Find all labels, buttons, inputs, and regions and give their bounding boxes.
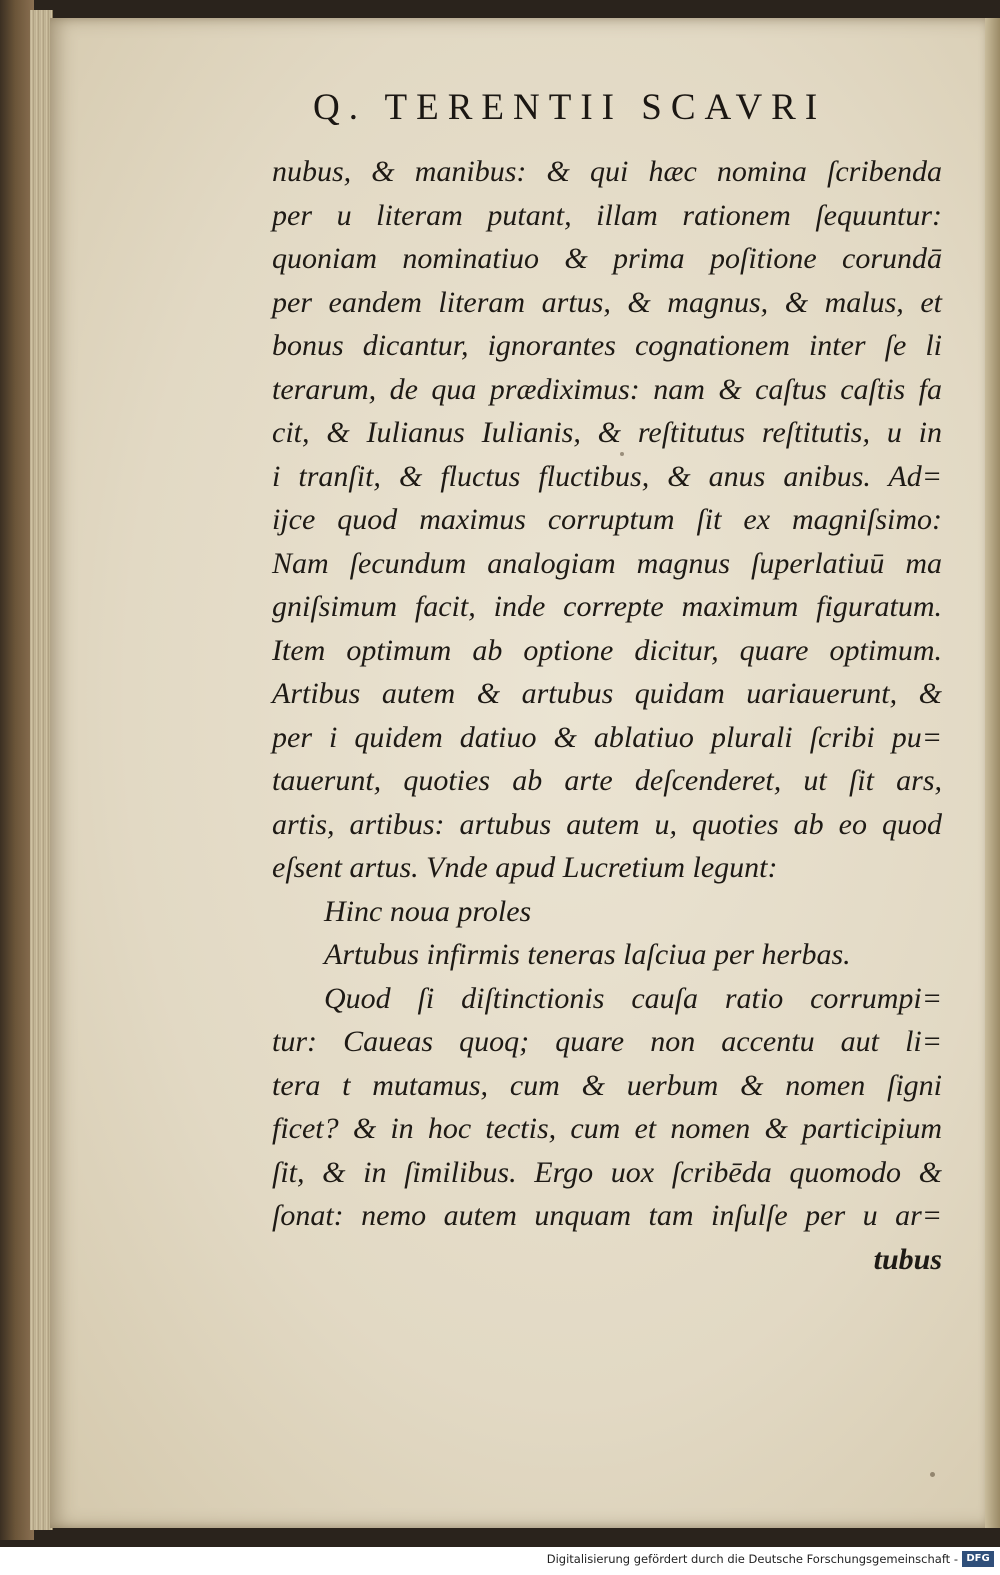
running-head: Q. TERENTII SCAVRI: [313, 87, 827, 128]
text-line: Artubus infirmis teneras laſciua per herbas.: [324, 938, 851, 971]
text-line: per eandem literam artus, & magnus, & malus, et: [272, 285, 942, 319]
text-line: nubus, & manibus: & qui hæc nomina ſcribenda: [272, 155, 942, 188]
text-line: i tranſit, & fluctus fluctibus, & anus anibus. Ad=: [272, 459, 942, 493]
text-line: cit, & Iulianus Iulianis, & reſtitutus reſtitutis, u in: [272, 416, 942, 449]
text-line: Nam ſecundum analogiam magnus ſuperlatiuū ma: [272, 546, 942, 580]
body-text: [272, 150, 942, 1281]
page-right-edge: [985, 18, 1000, 1528]
text-line: artis, artibus: artubus autem u, quoties ab eo quod: [272, 807, 942, 841]
text-line: quoniam nominatiuo & prima poſitione corundā: [272, 242, 942, 275]
funding-credit: Digitalisierung gefördert durch die Deutsche Forschungsgemeinschaft -: [546, 1552, 958, 1566]
text-line: Item optimum ab optione dicitur, quare optimum.: [272, 633, 942, 667]
text-line: bonus dicantur, ignorantes cognationem inter ſe li: [272, 329, 942, 362]
text-line: ficet? & in hoc tectis, cum et nomen & participium: [272, 1112, 942, 1145]
text-line: tauerunt, quoties ab arte deſcenderet, ut ſit ars,: [272, 764, 942, 797]
text-line: per i quidem datiuo & ablatiuo plurali ſcribi pu=: [272, 720, 942, 754]
text-line: gniſsimum facit, inde correpte maximum figuratum.: [272, 590, 942, 623]
text-line: ſit, & in ſimilibus. Ergo uox ſcribēda quomodo &: [272, 1155, 942, 1189]
text-line: per u literam putant, illam rationem ſequuntur:: [272, 198, 942, 232]
dfg-logo: DFG: [962, 1551, 994, 1567]
text-line: tur: Caueas quoq; quare non accentu aut li=: [272, 1025, 942, 1058]
text-line: eſsent artus. Vnde apud Lucretium legunt:: [272, 851, 778, 884]
text-line: tera t mutamus, cum & uerbum & nomen ſigni: [272, 1068, 942, 1102]
catchword: tubus: [873, 1242, 942, 1276]
text-line: Quod ſi diſtinctionis cauſa ratio corrumpi=: [324, 981, 942, 1015]
text-line: Hinc noua proles: [324, 894, 532, 928]
text-line: ijce quod maximus corruptum ſit ex magniſsimo:: [272, 503, 942, 536]
book-binding: [0, 0, 34, 1540]
text-line: Artibus autem & artubus quidam uariauerunt, &: [272, 677, 942, 710]
foxing-spot: [930, 1472, 935, 1477]
text-line: terarum, de qua prædiximus: nam & caſtus caſtis fa: [272, 372, 942, 406]
text-line: ſonat: nemo autem unquam tam inſulſe per u ar=: [272, 1199, 942, 1232]
